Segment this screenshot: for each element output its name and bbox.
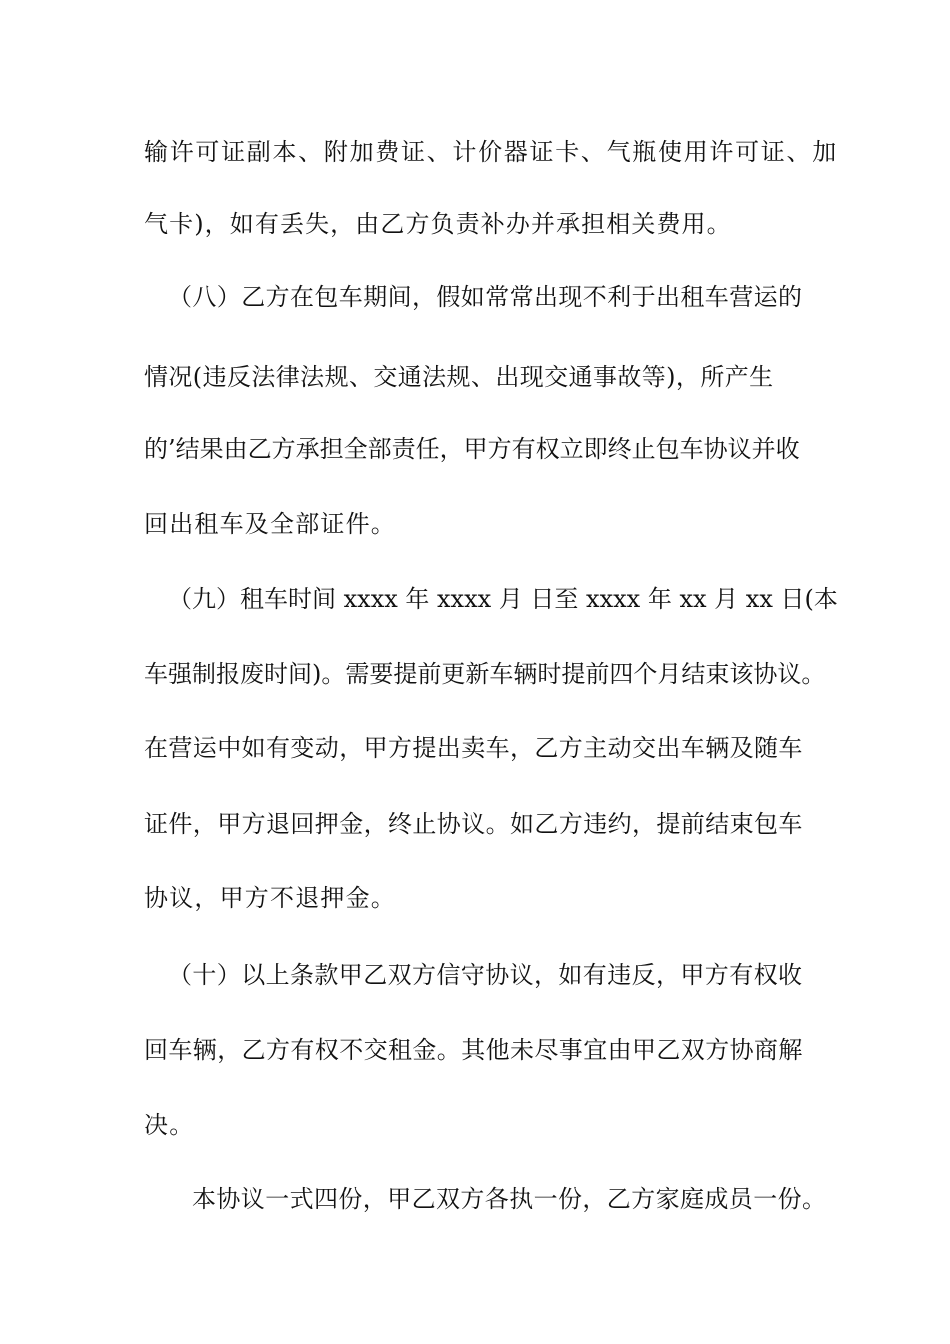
text-line-3: （八）乙方在包车期间，假如常常出现不利于出租车营运的 <box>168 283 803 311</box>
text-line-9: 在营运中如有变动，甲方提出卖车，乙方主动交出车辆及随车 <box>144 734 803 762</box>
text-line-10: 证件，甲方退回押金，终止协议。如乙方违约，提前结束包车 <box>144 810 803 838</box>
text-line-8: 车强制报废时间)。需要提前更新车辆时提前四个月结束该协议。 <box>144 660 826 688</box>
text-line-6: 回出租车及全部证件。 <box>144 510 396 538</box>
text-line-7: （九）租车时间 xxxx 年 xxxx 月 日至 xxxx 年 xx 月 xx 日(本 <box>168 585 838 613</box>
text-line-5: 的’结果由乙方承担全部责任，甲方有权立即终止包车协议并收 <box>144 435 800 463</box>
text-line-1: 输许可证副本、附加费证、计价器证卡、气瓶使用许可证、加 <box>144 138 838 166</box>
text-line-12: （十）以上条款甲乙双方信守协议，如有违反，甲方有权收 <box>168 961 803 989</box>
text-line-4: 情况(违反法律法规、交通法规、出现交通事故等)，所产生 <box>144 363 774 391</box>
text-line-2: 气卡)，如有丢失，由乙方负责补办并承担相关费用。 <box>144 210 732 238</box>
text-line-13: 回车辆，乙方有权不交租金。其他未尽事宜由甲乙双方协商解 <box>144 1036 803 1064</box>
text-line-11: 协议，甲方不退押金。 <box>144 884 396 912</box>
text-line-14: 决。 <box>144 1111 195 1139</box>
text-line-15: 本协议一式四份，甲乙双方各执一份，乙方家庭成员一份。 <box>192 1185 827 1213</box>
